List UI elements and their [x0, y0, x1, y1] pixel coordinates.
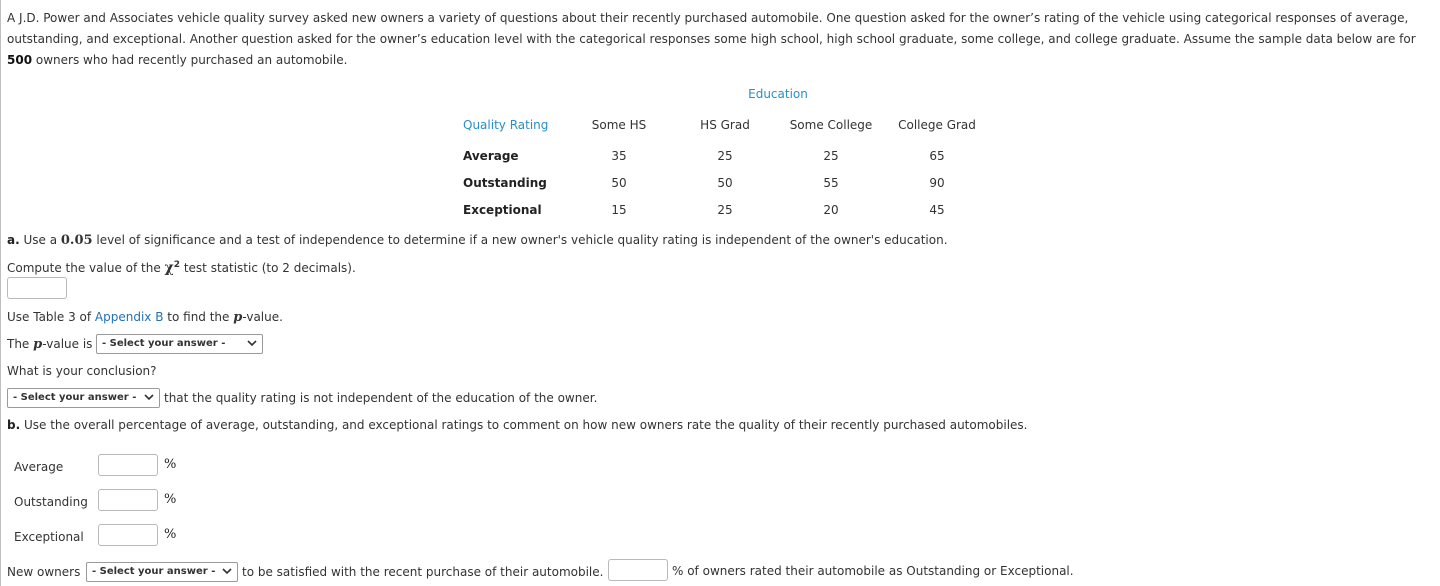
- table-col-header: HS Grad: [700, 118, 750, 132]
- average-percent-input[interactable]: [98, 454, 158, 476]
- table-cell: 35: [611, 149, 627, 163]
- table-row-label: Average: [463, 149, 519, 163]
- table-col-header: Some HS: [591, 118, 647, 132]
- conclusion-text: that the quality rating is not independent of the education of the owner.: [164, 391, 598, 405]
- compute-chi-prompt: Compute the value of the $\chi^2$ test statistic (to 2 decimals).: [7, 260, 356, 276]
- exceptional-label: Exceptional: [14, 530, 84, 544]
- exceptional-percent-input[interactable]: [98, 524, 158, 546]
- table-cell: 25: [717, 203, 733, 217]
- appendix-b-link[interactable]: Appendix B: [94, 310, 164, 324]
- table-row-label: Outstanding: [463, 176, 547, 190]
- table-cell: 90: [929, 176, 945, 190]
- table-row-label: Exceptional: [463, 203, 542, 217]
- table-group-header: Education: [748, 87, 808, 101]
- chi-square-input[interactable]: [7, 277, 67, 299]
- left-border: [0, 0, 1, 586]
- outstanding-exceptional-percent-input[interactable]: [608, 559, 668, 581]
- percent-sign: %: [164, 492, 177, 507]
- chi-symbol: χ: [164, 260, 174, 276]
- table-cell: 45: [929, 203, 945, 217]
- percent-sign: %: [164, 527, 177, 542]
- pvalue-prompt: The p-value is: [7, 337, 93, 352]
- table-cell: 55: [823, 176, 839, 190]
- table-cell: 50: [717, 176, 733, 190]
- table-reference: Use Table 3 of Appendix B to find the p-value.: [7, 310, 283, 325]
- table-cell: 25: [823, 149, 839, 163]
- table-cell: 15: [611, 203, 627, 217]
- table-col-header: Some College: [789, 118, 873, 132]
- conclusion-question: What is your conclusion?: [7, 364, 157, 378]
- outstanding-label: Outstanding: [14, 495, 88, 509]
- table-cell: 20: [823, 203, 839, 217]
- alpha-value: 0.05: [60, 233, 93, 248]
- table-row-header: Quality Rating: [463, 118, 549, 132]
- intro-text-end: owners who had recently purchased an automobile.: [32, 53, 348, 67]
- table-cell: 25: [717, 149, 733, 163]
- chevron-down-icon: [144, 392, 154, 402]
- final-sentence-end: % of owners rated their automobile as Outstanding or Exceptional.: [672, 564, 1074, 578]
- table-col-header: College Grad: [898, 118, 976, 132]
- intro-sample-size: 500: [7, 53, 33, 67]
- final-sentence-start: New owners: [7, 565, 81, 579]
- problem-intro: [7, 8, 1440, 71]
- table-cell: 50: [611, 176, 627, 190]
- pvalue-select[interactable]: - Select your answer -: [96, 334, 263, 354]
- part-a-question: a. Use a 0.05 level of significance and a test of independence to determine if a new owner's vehicle quality rating is independent of the owner's education.: [7, 233, 948, 248]
- satisfaction-select[interactable]: - Select your answer -: [86, 562, 238, 582]
- percent-sign: %: [164, 457, 177, 472]
- average-label: Average: [14, 460, 64, 474]
- table-cell: 65: [929, 149, 945, 163]
- chevron-down-icon: [247, 338, 257, 348]
- conclusion-select[interactable]: - Select your answer -: [7, 388, 160, 408]
- chevron-down-icon: [222, 566, 232, 576]
- intro-text: A J.D. Power and Associates vehicle quality survey asked new owners a variety of questions about their recently purchased automobile. One question asked for the owner’s rating of the vehicle using categorical responses of average, outstanding, and exceptional. Another question asked for the owner’s education level with the categorical responses some high school, high school graduate, some college, and college graduate. Assume the sample data below are for: [7, 11, 1416, 46]
- final-sentence-mid: to be satisfied with the recent purchase of their automobile.: [242, 565, 604, 579]
- outstanding-percent-input[interactable]: [98, 489, 158, 511]
- part-b-question: b. Use the overall percentage of average, outstanding, and exceptional ratings to comment on how new owners rate the quality of their recently purchased automobiles.: [7, 418, 1028, 432]
